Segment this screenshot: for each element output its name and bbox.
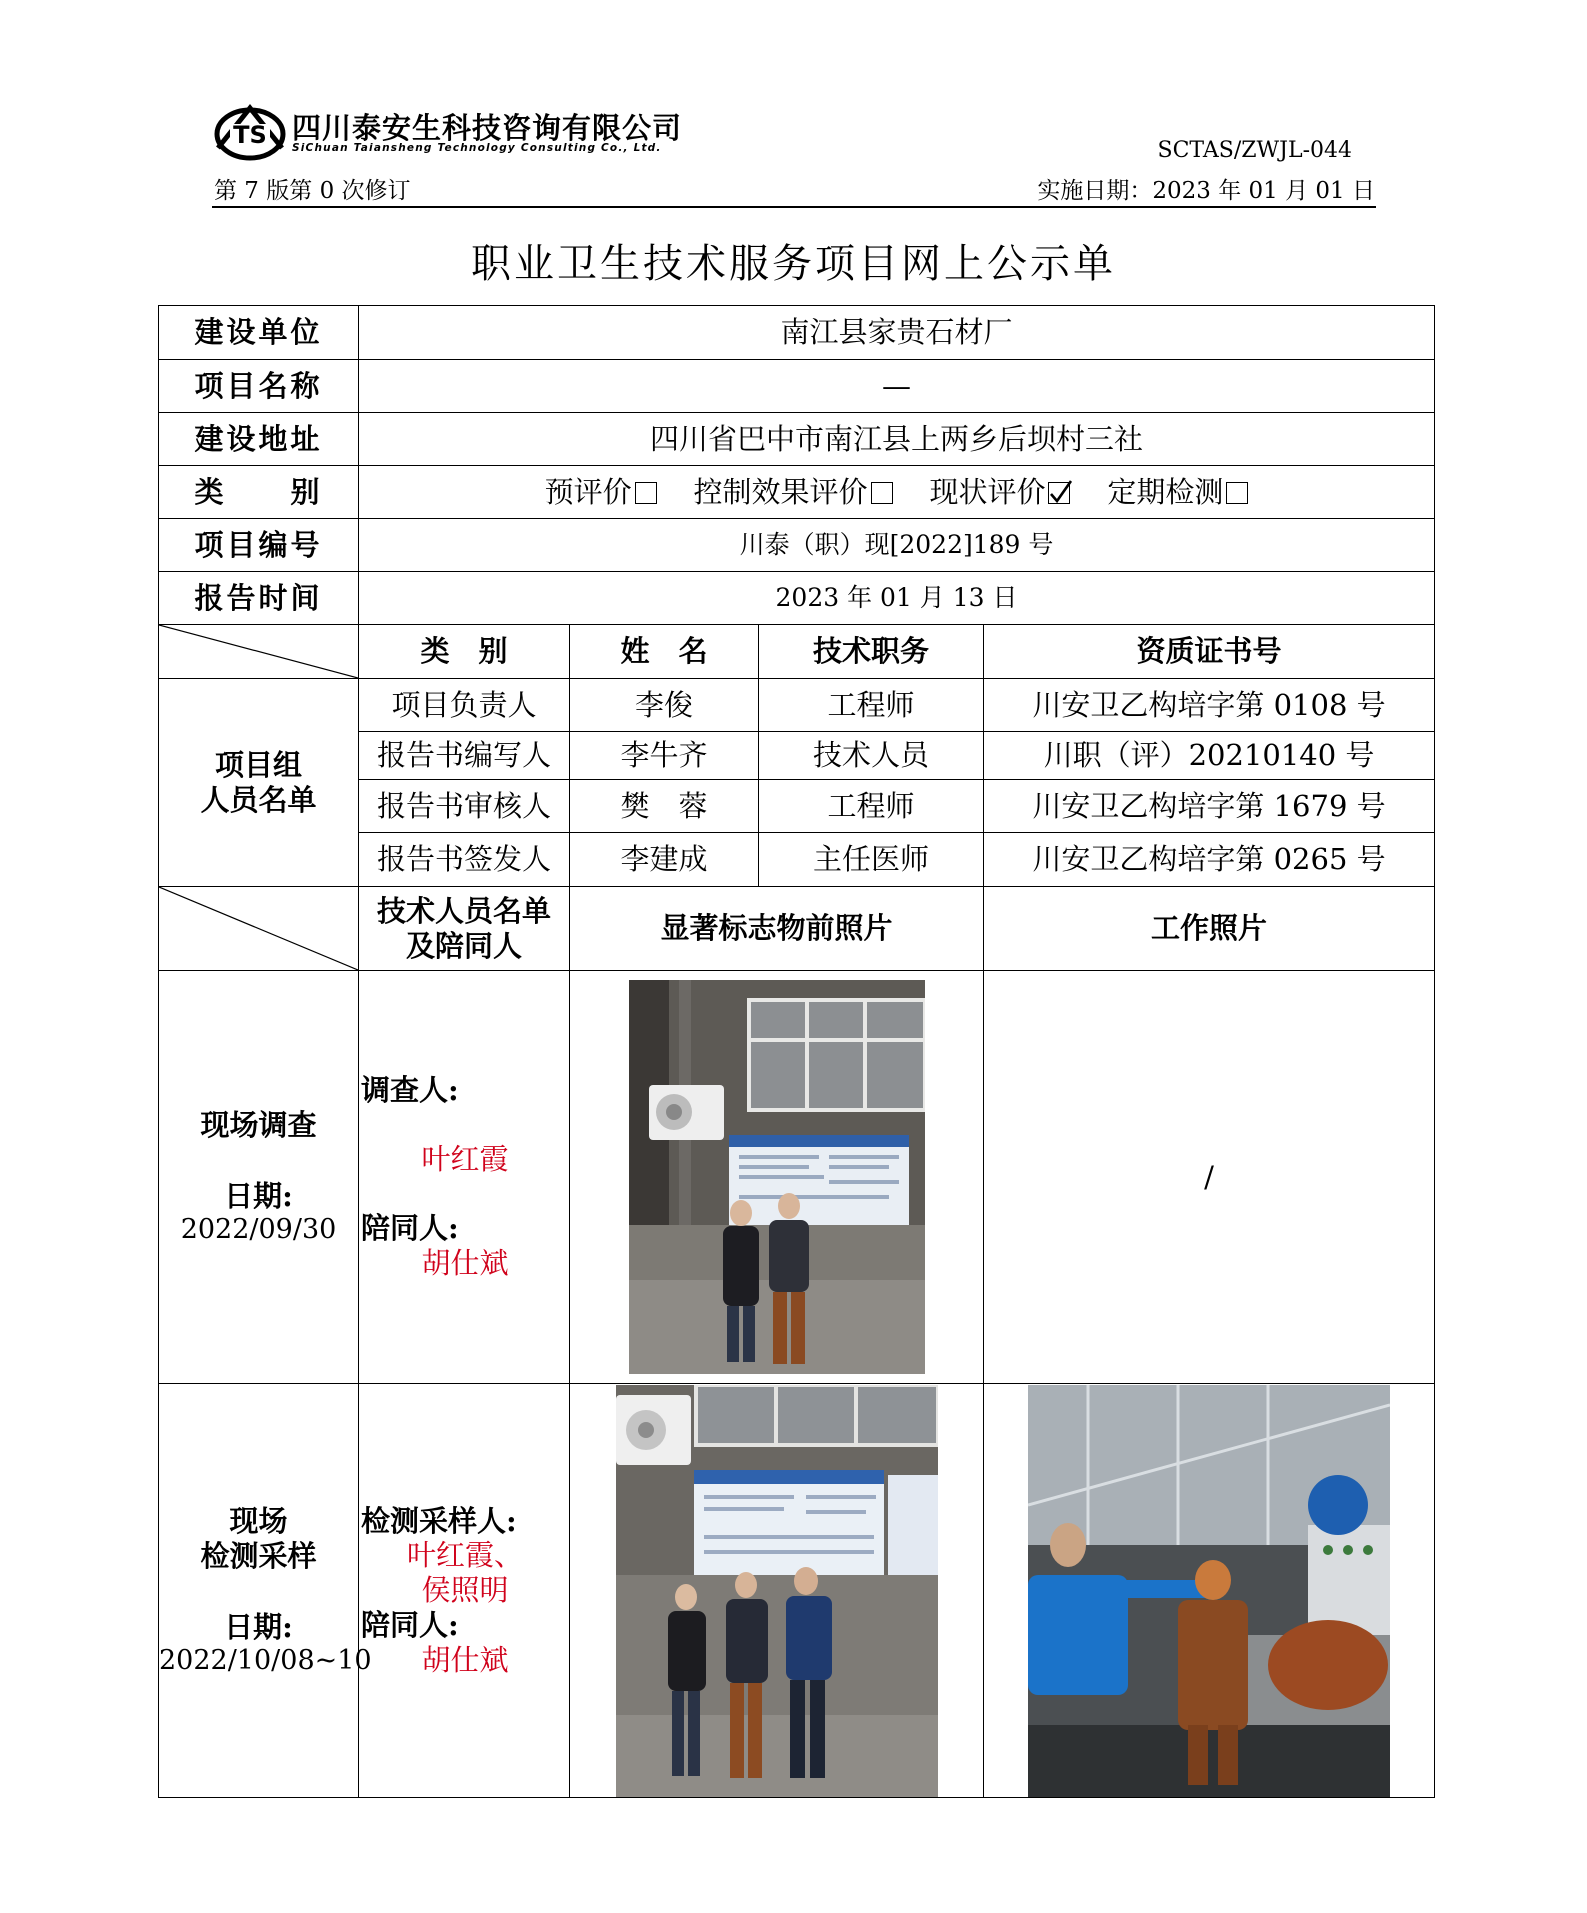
member-title: 技术人员	[759, 732, 984, 780]
member-name: 李建成	[570, 833, 759, 887]
survey-staff-cell	[359, 971, 570, 1384]
diagonal-cell	[159, 887, 359, 971]
header-name: 姓 名	[570, 625, 759, 679]
category-option[interactable]: 控制效果评价	[694, 475, 893, 509]
time-label: 报告时间	[159, 572, 359, 625]
notice-table	[158, 305, 1435, 1798]
investigator-name: 叶红霞	[421, 1142, 509, 1177]
header-cert: 资质证书号	[984, 625, 1435, 679]
member-title: 工程师	[759, 679, 984, 732]
survey-date: 2022/09/30	[180, 1213, 337, 1245]
sampling-row	[159, 1384, 1435, 1798]
survey-companion-name: 胡仕斌	[421, 1245, 509, 1280]
member-name: 李牛齐	[570, 732, 759, 780]
sampling-staff-cell	[359, 1384, 570, 1798]
sampling-date-label: 日期:	[224, 1609, 293, 1644]
address-label: 建设地址	[159, 413, 359, 466]
investigator-label: 调查人:	[361, 1073, 459, 1108]
row-unit	[159, 306, 1435, 360]
company-name-en: SiChuan Taiansheng Technology Consulting Co., Ltd.	[292, 142, 662, 154]
members-group-label: 项目组 人员名单	[159, 679, 359, 887]
sampler-name-1: 叶红霞、	[406, 1538, 523, 1573]
document-number: SCTAS/ZWJL-044	[1157, 138, 1352, 163]
survey-sign-photo-cell	[570, 971, 984, 1384]
member-name: 李俊	[570, 679, 759, 732]
checkbox-icon[interactable]	[871, 482, 893, 504]
company-logo-icon	[212, 104, 288, 162]
survey-row	[159, 971, 1435, 1384]
sampling-work-photo-cell	[984, 1384, 1435, 1798]
edition-text: 第 7 版第 0 次修订	[214, 178, 411, 204]
header-role: 类 别	[359, 625, 570, 679]
member-cert: 川职（评）20210140 号	[984, 732, 1435, 780]
survey-companion-label: 陪同人:	[361, 1211, 459, 1245]
sampling-label-cell	[159, 1384, 372, 1798]
address-value: 四川省巴中市南江县上两乡后坝村三社	[359, 413, 1435, 466]
survey-label-cell	[159, 971, 359, 1384]
number-label: 项目编号	[159, 519, 359, 572]
unit-label: 建设单位	[159, 306, 359, 360]
row-address	[159, 413, 1435, 466]
member-role: 项目负责人	[359, 679, 570, 732]
member-role: 报告书审核人	[359, 780, 570, 833]
member-cert: 川安卫乙构培字第 0108 号	[984, 679, 1435, 732]
time-value: 2023 年 01 月 13 日	[359, 572, 1435, 625]
survey-sign-photo	[629, 980, 925, 1374]
photos-header-row	[159, 887, 1435, 971]
category-option[interactable]: 现状评价	[929, 475, 1070, 509]
row-category	[159, 466, 1435, 519]
member-name: 樊 蓉	[570, 780, 759, 833]
members-header-row	[159, 625, 1435, 679]
category-option[interactable]: 定期检测	[1107, 475, 1248, 509]
category-option[interactable]: 预评价	[545, 475, 657, 509]
header-staff: 技术人员名单 及陪同人	[359, 887, 570, 971]
company-logo	[212, 100, 712, 166]
sampler-name-2: 侯照明	[421, 1573, 509, 1608]
row-number	[159, 519, 1435, 572]
checkbox-icon[interactable]	[635, 482, 657, 504]
member-cert: 川安卫乙构培字第 0265 号	[984, 833, 1435, 887]
checkbox-icon[interactable]	[1226, 482, 1248, 504]
project-label: 项目名称	[159, 360, 359, 413]
checkbox-checked-icon[interactable]	[1048, 482, 1070, 504]
implementation-date: 实施日期：2023 年 01 月 01 日	[1037, 178, 1375, 204]
sampling-date: 2022/10/08~10	[159, 1644, 372, 1676]
sampler-label: 检测采样人:	[361, 1503, 517, 1538]
sampling-label-2: 检测采样	[200, 1538, 317, 1573]
header-sign-photo: 显著标志物前照片	[570, 887, 984, 971]
header-work-photo: 工作照片	[984, 887, 1435, 971]
member-cert: 川安卫乙构培字第 1679 号	[984, 780, 1435, 833]
sampling-label-1: 现场	[229, 1504, 288, 1539]
header-title: 技术职务	[759, 625, 984, 679]
diagonal-cell	[159, 625, 359, 679]
member-title: 主任医师	[759, 833, 984, 887]
member-title: 工程师	[759, 780, 984, 833]
header-divider	[212, 206, 1376, 208]
category-label: 类 别	[159, 466, 359, 519]
sampling-companion-label: 陪同人:	[361, 1607, 459, 1642]
category-options	[359, 466, 1435, 519]
member-role: 报告书编写人	[359, 732, 570, 780]
sampling-companion-name: 胡仕斌	[421, 1642, 509, 1677]
row-project	[159, 360, 1435, 413]
svg-text:TS: TS	[233, 121, 267, 149]
sampling-sign-photo	[616, 1385, 938, 1797]
row-time	[159, 572, 1435, 625]
survey-label: 现场调查	[200, 1108, 317, 1142]
member-row	[159, 679, 1435, 732]
page-title: 职业卫生技术服务项目网上公示单	[471, 241, 1116, 287]
number-value: 川泰（职）现[2022]189 号	[359, 519, 1435, 572]
survey-date-label: 日期:	[224, 1178, 293, 1213]
survey-work-photo-cell: /	[984, 971, 1435, 1384]
project-value: —	[359, 360, 1435, 413]
sampling-sign-photo-cell	[570, 1384, 984, 1798]
unit-value: 南江县家贵石材厂	[359, 306, 1435, 360]
sampling-work-photo	[1028, 1385, 1390, 1797]
company-name-cn: 四川泰安生科技咨询有限公司	[292, 111, 683, 145]
member-role: 报告书签发人	[359, 833, 570, 887]
